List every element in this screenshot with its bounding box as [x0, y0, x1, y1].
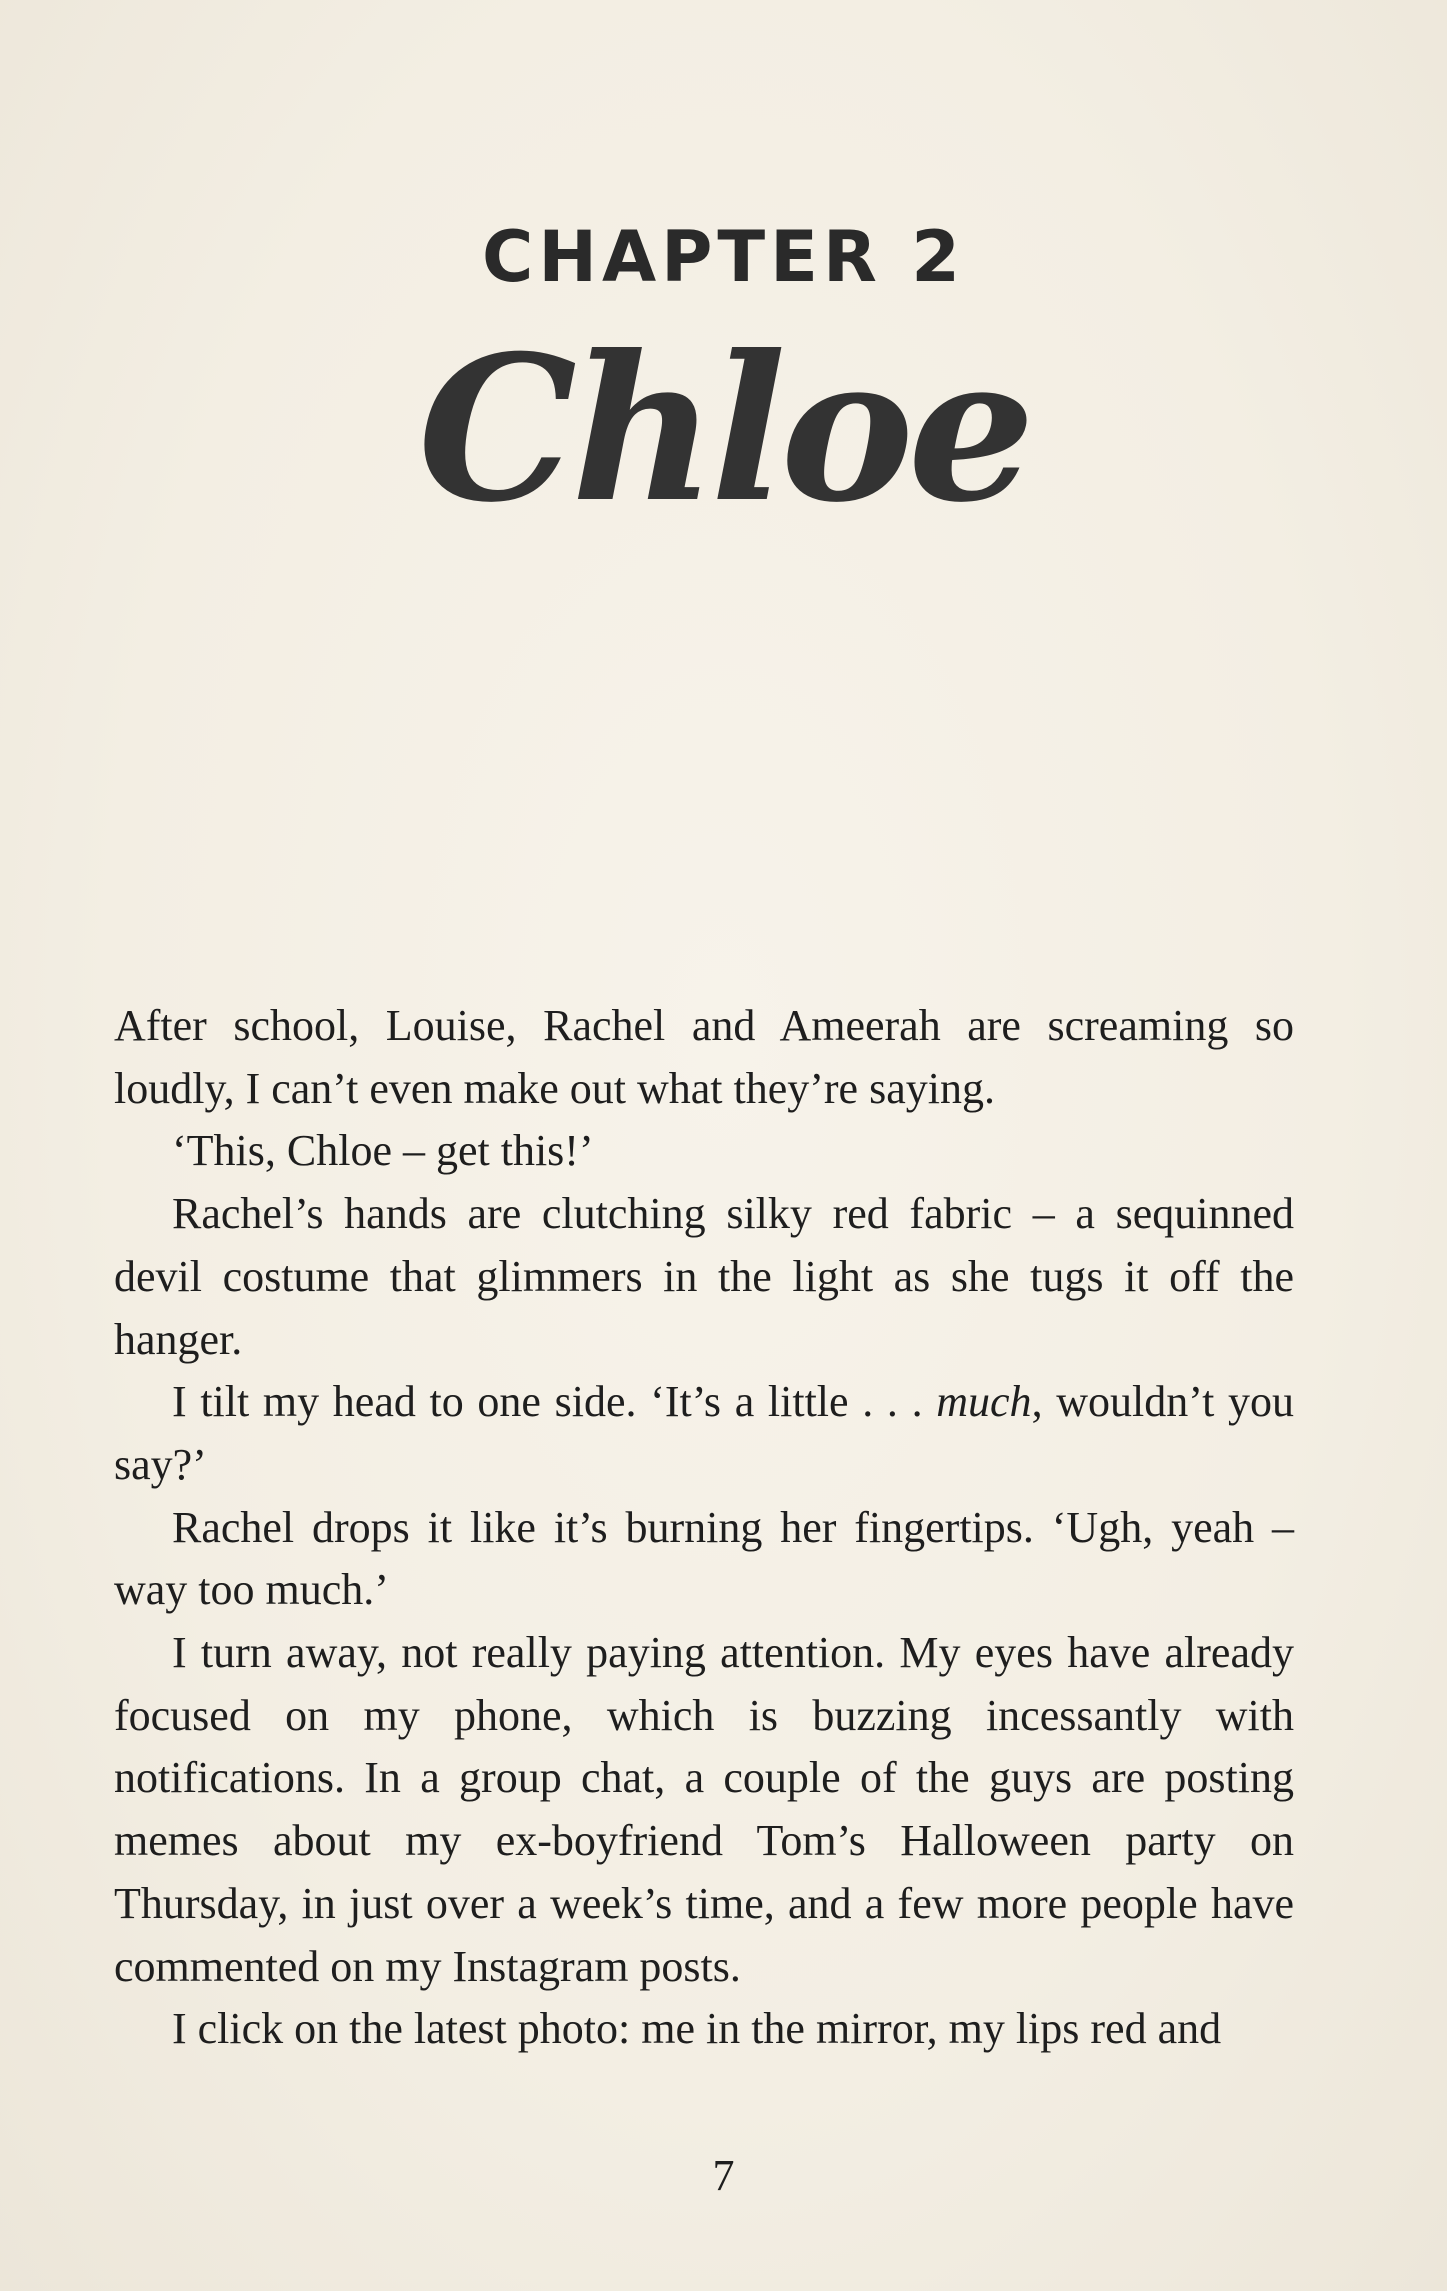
paragraph-text: I tilt my head to one side. ‘It’s a little . . .	[172, 1377, 937, 1427]
paragraph: Rachel drops it like it’s burning her fingertips. ‘Ugh, yeah – way too much.’	[114, 1502, 1294, 1615]
chapter-heading: CHAPTER 2	[482, 216, 965, 298]
paragraph-text: , wouldn’t you say?’	[114, 1377, 1294, 1489]
chapter-title: Chloe	[417, 312, 1030, 547]
paragraph: After school, Louise, Rachel and Ameerah are screaming so loudly, I can’t even make out what they’re saying.	[114, 1001, 1294, 1113]
body-text	[114, 995, 1294, 2061]
page-number: 7	[712, 2151, 735, 2200]
paragraph	[114, 1371, 1294, 1496]
paragraph: Rachel’s hands are clutching silky red fabric – a sequinned devil costume that glimmers in the light as she tugs it off the hanger.	[114, 1189, 1294, 1364]
paragraph: I turn away, not really paying attention. My eyes have already focused on my phone, which is buzzing incessantly with notifications. In a group chat, a couple of the guys are posting memes about my ex-boyfriend Tom’s Halloween party on Thursday, in just over a week’s time, and a few more people have commented on my Instagram posts.	[114, 1628, 1294, 1991]
paragraph: I click on the latest photo: me in the mirror, my lips red and	[172, 2004, 1222, 2054]
paragraph: ‘This, Chloe – get this!’	[172, 1126, 594, 1176]
emphasized-word: much	[936, 1377, 1032, 1427]
